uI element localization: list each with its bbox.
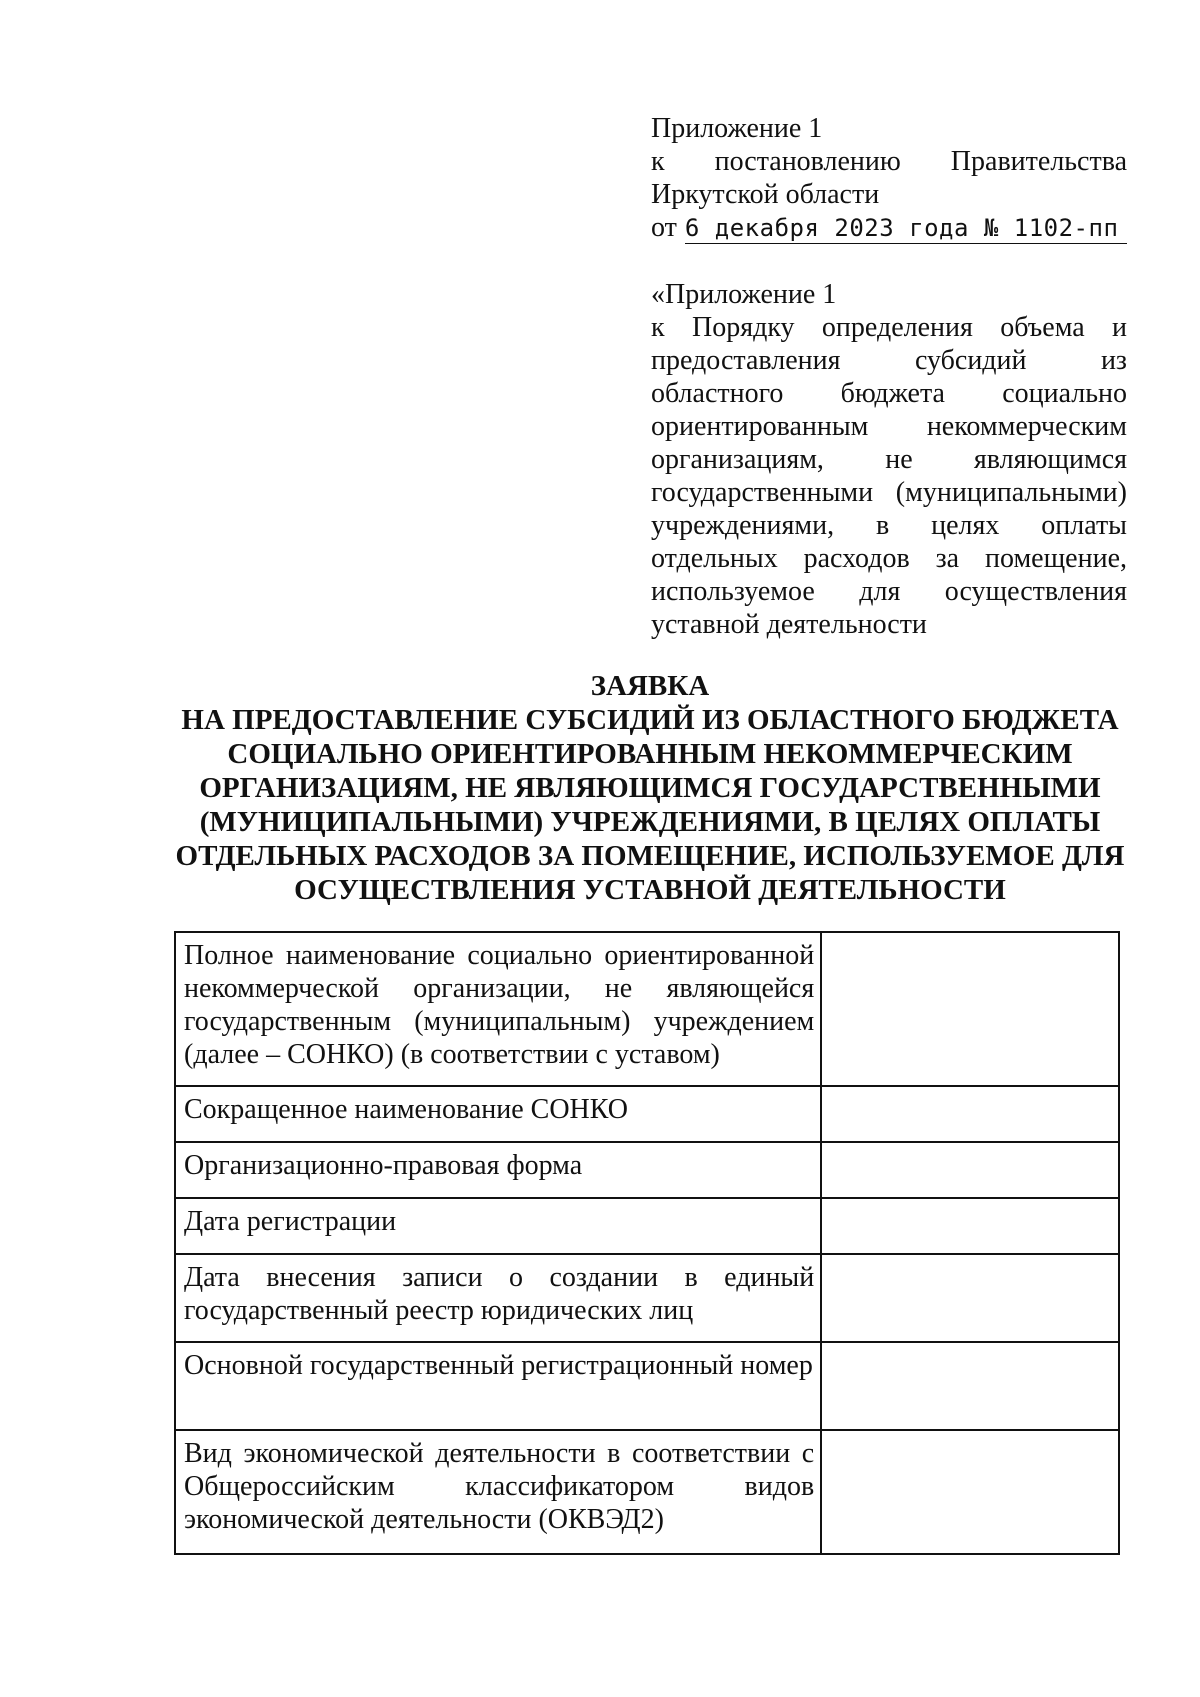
table-row (175, 1342, 1119, 1430)
row-value-cell[interactable] (821, 1342, 1119, 1430)
row-value-cell[interactable] (821, 1086, 1119, 1142)
row-value-cell[interactable] (821, 1142, 1119, 1198)
table-row (175, 1254, 1119, 1342)
row-value-cell[interactable] (821, 1254, 1119, 1342)
table-row (175, 1086, 1119, 1142)
order-line: учреждениями, в целях оплаты (651, 510, 1127, 541)
row-label: Дата регистрации (175, 1198, 821, 1254)
table-row (175, 1430, 1119, 1554)
resolution-date-number: 6 декабря 2023 года № 1102-пп (685, 213, 1127, 244)
row-label: Сокращенное наименование СОНКО (175, 1086, 821, 1142)
title-line: (МУНИЦИПАЛЬНЫМИ) УЧРЕЖДЕНИЯМИ, В ЦЕЛЯХ ОПЛАТЫ (199, 806, 1101, 838)
order-line: областного бюджета социально (651, 378, 1127, 409)
table-row (175, 932, 1119, 1086)
application-form-table (174, 931, 1120, 1555)
appendix-line: Иркутской области (651, 179, 880, 210)
title-line: ОРГАНИЗАЦИЯМ, НЕ ЯВЛЯЮЩИМСЯ ГОСУДАРСТВЕННЫМИ (199, 772, 1101, 804)
row-label: Основной государственный регистрационный номер (175, 1342, 821, 1430)
row-label: Полное наименование социально ориентированной некоммерческой организации, не являющейся государственным (муниципальным) учреждением (далее – СОНКО) (в соответствии с уставом) (175, 932, 821, 1086)
appendix-order-reference (651, 278, 1127, 641)
appendix-line: к постановлению Правительства (651, 146, 1127, 177)
date-prefix: от (651, 212, 677, 243)
order-line: ориентированным некоммерческим (651, 411, 1127, 442)
row-label: Организационно-правовая форма (175, 1142, 821, 1198)
order-line: организациям, не являющимся (651, 444, 1127, 475)
application-title (120, 669, 1180, 907)
appendix-header (651, 112, 1127, 244)
order-line: к Порядку определения объема и (651, 312, 1127, 343)
title-line: ЗАЯВКА (590, 670, 710, 702)
appendix-title: Приложение 1 (651, 113, 823, 144)
row-value-cell[interactable] (821, 1430, 1119, 1554)
order-line: государственными (муниципальными) (651, 477, 1127, 508)
table-row (175, 1142, 1119, 1198)
order-line: используемое для осуществления (651, 576, 1127, 607)
resolution-date-line (651, 211, 1127, 244)
order-line: уставной деятельности (651, 609, 927, 640)
order-line: отдельных расходов за помещение, (651, 543, 1127, 574)
title-line: ОСУЩЕСТВЛЕНИЯ УСТАВНОЙ ДЕЯТЕЛЬНОСТИ (294, 874, 1006, 906)
row-label: Дата внесения записи о создании в единый государственный реестр юридических лиц (175, 1254, 821, 1342)
table-row (175, 1198, 1119, 1254)
order-appendix-title: «Приложение 1 (651, 279, 837, 310)
row-label: Вид экономической деятельности в соответствии с Общероссийским классификатором видов экономической деятельности (ОКВЭД2) (175, 1430, 821, 1554)
row-value-cell[interactable] (821, 932, 1119, 1086)
row-value-cell[interactable] (821, 1198, 1119, 1254)
title-line: СОЦИАЛЬНО ОРИЕНТИРОВАННЫМ НЕКОММЕРЧЕСКИМ (227, 738, 1073, 770)
order-line: предоставления субсидий из (651, 345, 1127, 376)
title-line: ОТДЕЛЬНЫХ РАСХОДОВ ЗА ПОМЕЩЕНИЕ, ИСПОЛЬЗУЕМОЕ ДЛЯ (175, 840, 1125, 872)
title-line: НА ПРЕДОСТАВЛЕНИЕ СУБСИДИЙ ИЗ ОБЛАСТНОГО БЮДЖЕТА (181, 704, 1119, 736)
